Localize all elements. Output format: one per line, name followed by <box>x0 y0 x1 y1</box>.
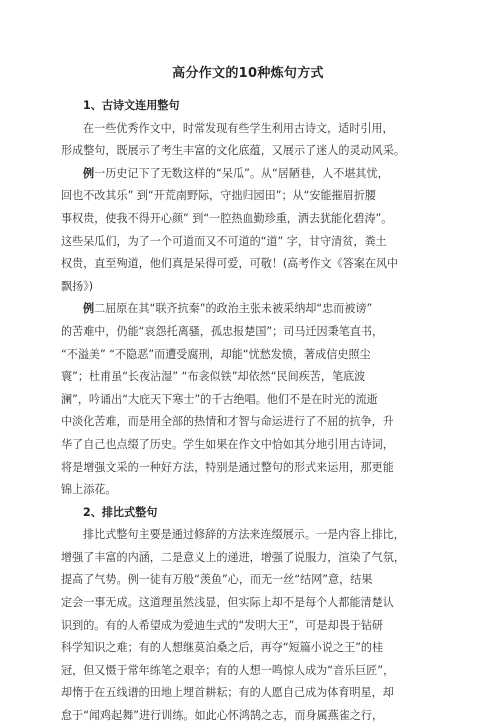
paragraph-line: 中淡化苦难，而是用全部的热情和才智与命运进行了不屈的抗争，升 <box>61 415 394 429</box>
paragraph-line: 增强了丰富的内涵，二是意义上的递进，增强了说服力，渲染了气氛， <box>61 550 405 564</box>
example-marker: 例 <box>83 166 95 180</box>
paragraph-line: 排比式整句主要是通过修辞的方法来连缀展示。一是内容上排比， <box>83 528 405 542</box>
paragraph-line: 将是增强文采的一种好方法，特别是通过整句的形式来运用，那更能 <box>61 460 394 474</box>
paragraph-line: 提高了气势。例一徒有万般“羡鱼”心，而无一丝“结网”意，结果 <box>61 573 373 587</box>
section-heading: 2、排比式整句 <box>83 505 158 519</box>
paragraph-line: 华了自己也点缀了历史。学生如果在作文中恰如其分地引用古诗词， <box>61 437 394 451</box>
paragraph-line: 这些呆瓜们，为了一个可道而又不可道的“道” 字，甘守清贫，粪土 <box>61 234 387 248</box>
article-body <box>61 95 438 728</box>
paragraph-line: 锦上添花。 <box>61 483 117 497</box>
paragraph-line: 的苦难中，仍能“哀怨托离骚，孤忠报楚国”；司马迁因秉笔直书， <box>61 324 384 338</box>
section-heading: 1、古诗文连用整句 <box>83 99 180 112</box>
paragraph-line: 怠于“闻鸡起舞”进行训练。如此心怀鸿鹄之志，而身属燕雀之行， <box>61 709 384 723</box>
paragraph-line <box>61 163 438 186</box>
paragraph-line: 形成整句，既展示了考生丰富的文化底蕴，又展示了迷人的灵动风采。 <box>61 144 405 158</box>
paragraph-line: 在一些优秀作文中，时常发现有些学生利用古诗文，适时引用， <box>83 121 394 135</box>
paragraph-line: “不溢美” “不隐恶”而遭受腐刑，却能“忧愁发愤，著成信史照尘 <box>61 347 371 361</box>
paragraph-text: 二屈原在其“联齐抗秦”的政治主张未被采纳却“忠而被谤” <box>94 302 373 316</box>
page-title: 高分作文的10种炼句方式 <box>172 66 324 81</box>
paragraph-line: 权贵，直至殉道，他们真是呆得可爱，可敬！(高考作文《答案在风中 <box>61 257 399 271</box>
paragraph-line: 寰”；杜甫虽“长夜沾湿” “布衾似铁”却依然“民间疾苦，笔底波 <box>61 370 366 384</box>
paragraph-line: 定会一事无成。这道理虽然浅显，但实际上却不是每个人都能清楚认 <box>61 596 394 610</box>
paragraph-line: 回也不改其乐” 到“开荒南野际，守拙归园田”；从“安能摧眉折腰 <box>61 189 376 203</box>
paragraph-line: 事权贵，使我不得开心颜” 到“一腔热血勤珍重，洒去犹能化碧涛”。 <box>61 211 393 225</box>
paragraph-line: 澜”，吟诵出“大庇天下寒士”的千古绝唱。他们不是在时光的流逝 <box>61 392 378 406</box>
paragraph-line: 却惰于在五线谱的田地上埋首耕耘；有的人愿自己成为体育明星，却 <box>61 686 394 700</box>
example-marker: 例 <box>83 302 95 316</box>
paragraph-line: 飘扬》) <box>61 279 94 293</box>
paragraph-line: 冠，但又慑于常年练笔之艰辛；有的人想一鸣惊人成为“音乐巨匠”， <box>61 663 395 677</box>
paragraph-line: 识到的。有的人希望成为爱迪生式的“发明大王”，可是却畏于钻研 <box>61 618 384 632</box>
paragraph-line <box>61 298 438 321</box>
paragraph-text: 一历史记下了无数这样的“呆瓜”。从“居陋巷，人不堪其忧， <box>94 166 389 180</box>
paragraph-line: 科学知识之难；有的人想继莫泊桑之后，再夺“短篇小说之王”的桂 <box>61 641 384 655</box>
